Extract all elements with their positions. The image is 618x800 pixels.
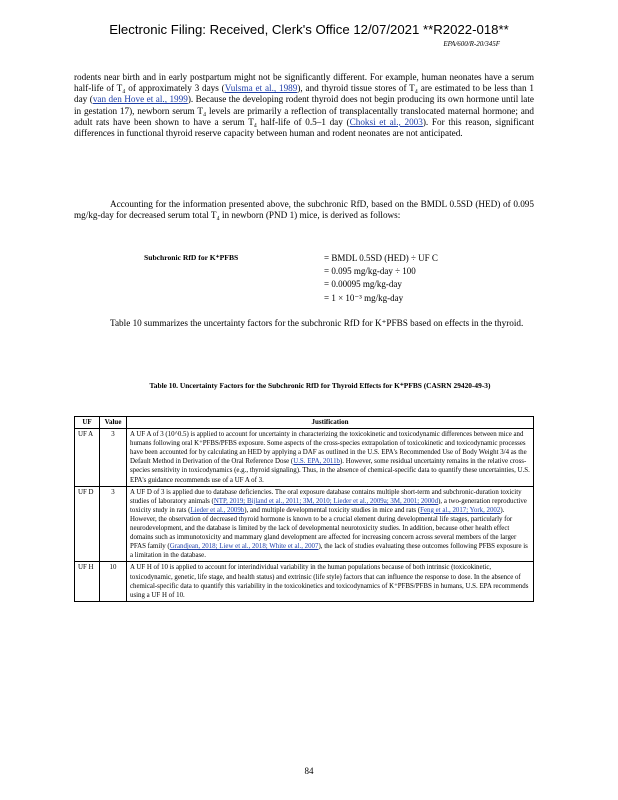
citation-link[interactable]: Grandjean, 2018; Liew et al., 2018; White et al., 2007 (169, 543, 319, 551)
justification-text: ), a two-generation reproductive toxicity study in rats ( (130, 497, 527, 514)
citation-link[interactable]: Choksi et al., 2003 (349, 116, 423, 127)
justification-text: ), and multiple developmental toxicity studies in mice and rats ( (244, 506, 421, 514)
uf-cell: UF H (75, 562, 100, 601)
equation-line-1: = BMDL 0.5SD (HED) ÷ UF C (324, 253, 438, 263)
document-id: EPA/600/R-20/345F (443, 40, 500, 48)
equation-label: Subchronic RfD for K⁺PFBS (144, 253, 239, 262)
uncertainty-factors-table (74, 416, 534, 602)
justification-text: ). However, the observation of decreased thyroid hormone is known to be a crucial element during developmental life stages, particularly for neurodevelopment, and the database is limited by the lack of developmental neurotoxicity studies. In addition, because other health effect domains such as immunotoxicity and mammary gland development are affected for increasing concern across several members of the larger PFAS family ( (130, 506, 517, 551)
paragraph-rfd-derivation: Accounting for the information presented above, the subchronic RfD, based on the BMDL 0.5SD (HED) of 0.095 mg/kg-day for decreased serum total T₄ in newborn (PND 1) mice, is derived as follows: (74, 199, 534, 221)
paragraph-table-intro: Table 10 summarizes the uncertainty factors for the subchronic RfD for K⁺PFBS based on effects in the thyroid. (110, 318, 524, 328)
table-row (75, 562, 534, 601)
para1-text-2: ), and thyroid tissue stores of T₄ are estimated to be less than 1 day ( (74, 83, 534, 105)
table-header-row (75, 417, 534, 429)
citation-link[interactable]: Feng et al., 2017; York, 2002 (420, 506, 501, 514)
para1-text-4: ). For this reason, significant differences in functional thyroid reserve capacity between human and rodent neonates are not anticipated. (74, 116, 535, 139)
uf-cell: UF A (75, 429, 100, 487)
citation-link[interactable]: NTP, 2019; Bijland et al., 2011; 3M, 2010; Lieder et al., 2009a; 3M, 2001; 2000d (213, 497, 439, 505)
justification-cell (127, 486, 534, 562)
value-cell: 3 (100, 486, 127, 562)
justification-text: A UF A of 3 (10^0.5) is applied to account for uncertainty in characterizing the toxicokinetic and toxicodynamic differences between mice and humans following oral K⁺PFBS/PFBS exposure. Some aspects of the cross-species extrapolation of toxicokinetic and toxicodynamic processes have been accounted for by calculating an HED by applying a DAF as outlined in the U.S. EPA's Recommended Use of Body Weight 3/4 as the Default Method in Derivation of the Oral Reference Dose ( (130, 431, 527, 466)
justification-cell (127, 429, 534, 487)
value-cell: 3 (100, 429, 127, 487)
paragraph-thyroid-halflife (74, 72, 534, 139)
citation-link[interactable]: U.S. EPA, 2011b (293, 458, 340, 466)
equation-line-4: = 1 × 10⁻³ mg/kg-day (324, 293, 404, 303)
clerk-filing-stamp: Electronic Filing: Received, Clerk's Office 12/07/2021 **R2022-018** (109, 22, 509, 37)
justification-text: ). However, some residual uncertainty remains in the relative cross-species sensitivity in toxicodynamics (e.g., thyroid signaling). Thus, in the absence of chemical-specific data to quantify these uncertainties, U.S. EPA's guidance recommends use of a UF A of 3. (130, 458, 530, 484)
table-caption: Table 10. Uncertainty Factors for the Subchronic RfD for Thyroid Effects for K⁺PFBS (CASRN 29420-49-3) (149, 381, 491, 390)
justification-text: ), the lack of studies evaluating these outcomes following PFBS exposure is a limitation in the database. (130, 543, 528, 560)
equation-line-3: = 0.00095 mg/kg-day (324, 279, 402, 289)
table-row (75, 429, 534, 487)
justification-text: A UF H of 10 is applied to account for interindividual variability in the human populations because of both intrinsic (toxicokinetic, toxicodynamic, genetic, life stage, and health status) and extrinsic (life style) factors that can influence the response to dose. In the absence of chemical-specific data to quantify this variability in the toxicokinetics and toxicodynamics of K⁺PFBS/PFBS in humans, U.S. EPA recommends using a UF H of 10. (130, 564, 529, 599)
justification-cell (127, 562, 534, 601)
header-value: Value (100, 417, 127, 429)
equation-line-2: = 0.095 mg/kg-day ÷ 100 (324, 266, 416, 276)
header-justification: Justification (127, 417, 534, 429)
uf-cell: UF D (75, 486, 100, 562)
para1-text-3: ). Because the developing rodent thyroid does not begin producing its own hormone until late in gestation 17), newborn serum T₄ levels are primarily a reflection of transplacentally translocated maternal hormone; and adult rats have been shown to have a serum T₄ half-life of 0.5–1 day ( (74, 94, 534, 127)
para1-text-1: rodents near birth and in early postpartum might not be significantly different. For example, human neonates have a serum half-life of T₄ of approximately 3 days ( (74, 72, 534, 94)
citation-link[interactable]: Vulsma et al., 1989 (224, 83, 298, 94)
citation-link[interactable]: Lieder et al., 2009b (190, 506, 245, 514)
page-number: 84 (304, 766, 314, 776)
header-uf: UF (75, 417, 100, 429)
value-cell: 10 (100, 562, 127, 601)
table-row (75, 486, 534, 562)
justification-text: A UF D of 3 is applied due to database deficiencies. The oral exposure database contains multiple short-term and subchronic-duration toxicity studies of laboratory animals ( (130, 488, 522, 505)
citation-link[interactable]: van den Hove et al., 1999 (92, 94, 188, 105)
